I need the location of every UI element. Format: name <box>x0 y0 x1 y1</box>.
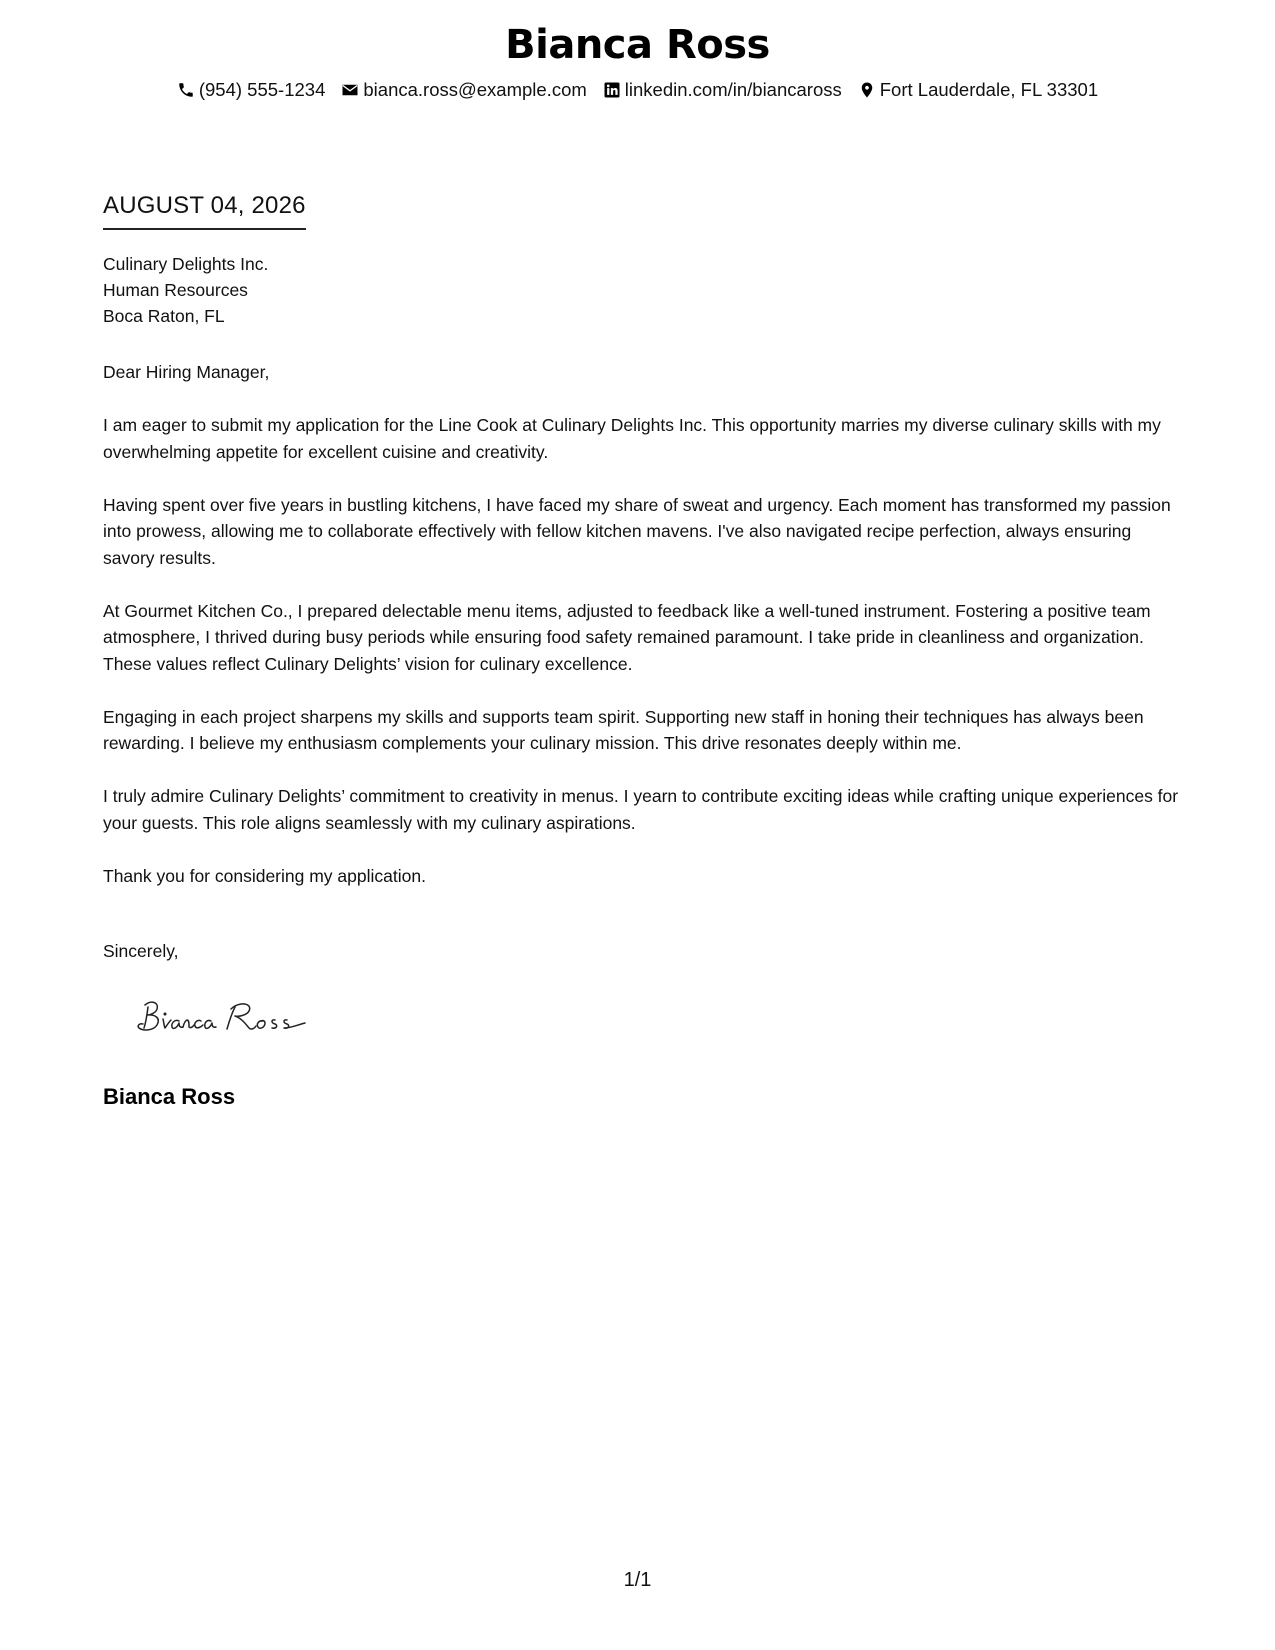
recipient-block <box>103 251 268 329</box>
body-paragraph: Thank you for considering my application. <box>103 865 426 886</box>
letter-date: AUGUST 04, 2026 <box>103 192 306 230</box>
recipient-department: Human Resources <box>103 280 248 300</box>
map-pin-icon <box>858 81 876 99</box>
contact-info <box>0 79 1275 101</box>
contact-location <box>858 79 1098 101</box>
phone-number: (954) 555-1234 <box>198 79 326 100</box>
applicant-name: Bianca Ross <box>505 22 770 68</box>
body-paragraph: Engaging in each project sharpens my skills and supports team spirit. Supporting new staff in honing their techniques has always been rewarding. I believe my enthusiasm complements your culinary mission. This drive resonates deeply within me. <box>103 706 1144 753</box>
signature-image <box>135 995 325 1045</box>
envelope-icon <box>341 81 359 99</box>
salutation: Dear Hiring Manager, <box>103 362 270 382</box>
email-address[interactable]: bianca.ross@example.com <box>363 79 587 100</box>
body-paragraph: I truly admire Culinary Delights’ commitment to creativity in menus. I yearn to contribute exciting ideas while crafting unique experiences for your guests. This role aligns seamlessly with my culinary aspirations. <box>103 786 1179 833</box>
handwritten-signature <box>135 995 325 1050</box>
linkedin-icon <box>603 81 621 99</box>
recipient-company: Culinary Delights Inc. <box>103 254 269 274</box>
body-paragraph: At Gourmet Kitchen Co., I prepared delectable menu items, adjusted to feedback like a well-tuned instrument. Fostering a positive team atmosphere, I thrived during busy periods while ensuring food safety remained paramount. I take pride in cleanliness and organization. These values reflect Culinary Delights’ vision for culinary excellence. <box>103 600 1151 674</box>
location-text: Fort Lauderdale, FL 33301 <box>879 79 1099 100</box>
body-paragraph: Having spent over five years in bustling kitchens, I have faced my share of sweat and urgency. Each moment has transformed my passion into prowess, allowing me to collaborate effectively with fellow kitchen mavens. I've also navigated recipe perfection, always ensuring savory results. <box>103 494 1171 568</box>
closing-line: Sincerely, <box>103 941 179 961</box>
linkedin-url[interactable]: linkedin.com/in/biancaross <box>624 79 842 100</box>
contact-phone <box>177 79 326 101</box>
contact-email <box>341 79 586 101</box>
page-number: 1/1 <box>623 1569 652 1591</box>
letter-body <box>103 359 1183 916</box>
recipient-location: Boca Raton, FL <box>103 306 225 326</box>
phone-icon <box>177 81 195 99</box>
signer-name: Bianca Ross <box>103 1084 236 1109</box>
body-paragraph: I am eager to submit my application for the Line Cook at Culinary Delights Inc. This opportunity marries my diverse culinary skills with my overwhelming appetite for excellent cuisine and creativity. <box>103 415 1161 462</box>
contact-linkedin <box>603 79 842 101</box>
date-block <box>103 192 306 230</box>
